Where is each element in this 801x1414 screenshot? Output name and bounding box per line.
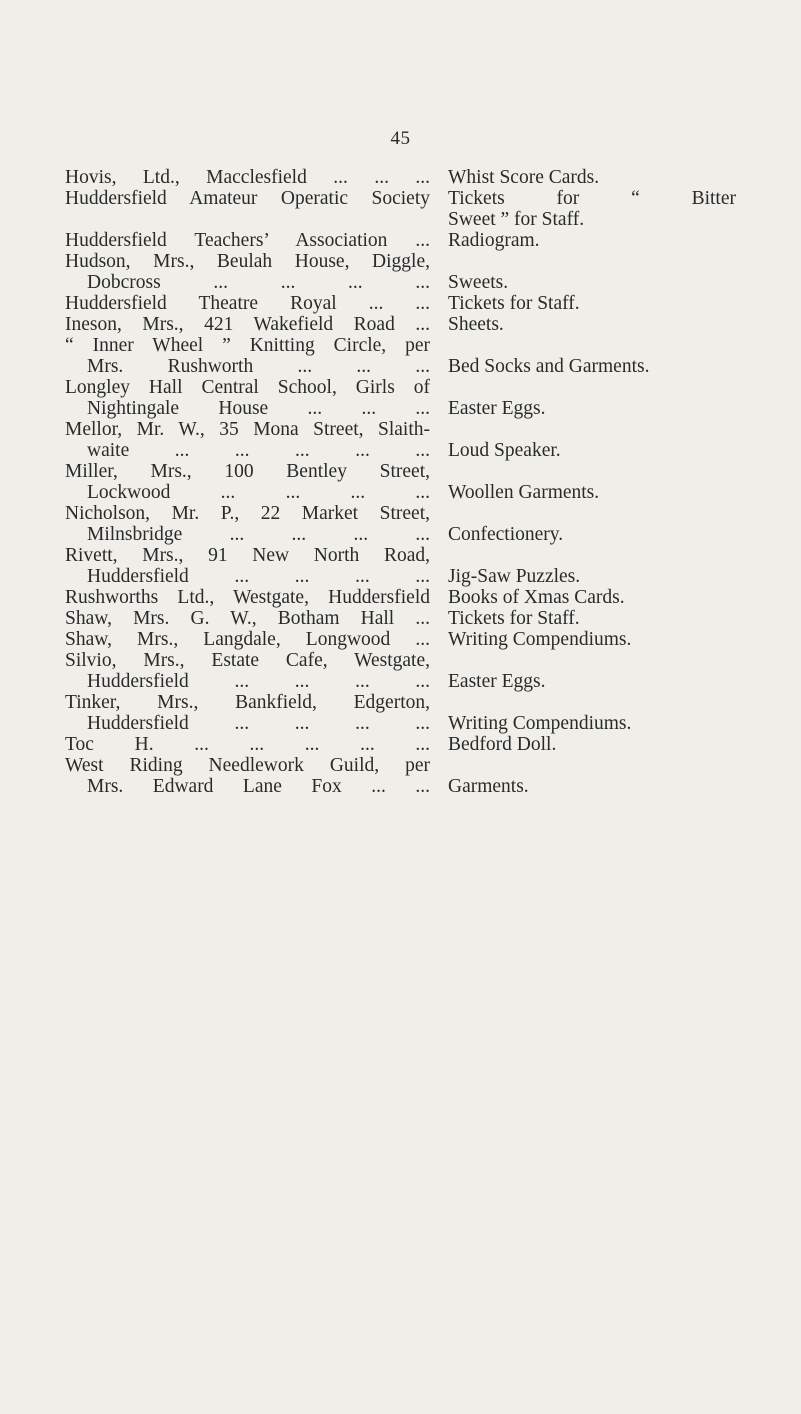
gift-description <box>448 314 748 335</box>
gift-description <box>448 755 748 797</box>
gift-description <box>448 167 748 188</box>
gift-description <box>448 608 748 629</box>
donor-line: Huddersfield ... ... ... ... <box>87 713 430 734</box>
gift-line: Woollen Garments. <box>448 482 600 503</box>
donor-name <box>65 188 430 230</box>
gift-description <box>448 230 748 251</box>
gift-description <box>448 503 748 545</box>
donor-name <box>65 692 430 734</box>
gift-line: Tickets for Staff. <box>448 608 580 629</box>
gift-line: Radiogram. <box>448 230 540 251</box>
donor-line: Nightingale House ... ... ... <box>87 398 430 419</box>
donation-entry <box>65 650 748 692</box>
donor-line: Nicholson, Mr. P., 22 Market Street, <box>65 503 430 524</box>
gift-line: Sheets. <box>448 314 504 335</box>
gift-line: Jig-Saw Puzzles. <box>448 566 581 587</box>
donation-entry <box>65 377 748 419</box>
donor-line: waite ... ... ... ... ... <box>87 440 430 461</box>
gift-line: Loud Speaker. <box>448 440 561 461</box>
gift-line: Tickets for “ Bitter <box>448 188 736 209</box>
gift-description <box>448 293 748 314</box>
donation-entry <box>65 419 748 461</box>
donor-line: Mrs. Rushworth ... ... ... <box>87 356 430 377</box>
gift-line: Books of Xmas Cards. <box>448 587 625 608</box>
gift-line: Bedford Doll. <box>448 734 557 755</box>
donor-name <box>65 314 430 335</box>
gift-description <box>448 545 748 587</box>
gift-line: Garments. <box>448 776 529 797</box>
gift-line: Sweet ” for Staff. <box>448 209 585 230</box>
donor-line: Miller, Mrs., 100 Bentley Street, <box>65 461 430 482</box>
donation-entry <box>65 608 748 629</box>
donor-name <box>65 734 430 755</box>
donor-name <box>65 755 430 797</box>
gift-line: Whist Score Cards. <box>448 167 600 188</box>
gift-line <box>448 419 748 440</box>
donor-line: Longley Hall Central School, Girls of <box>65 377 430 398</box>
gift-description <box>448 377 748 419</box>
gift-line <box>448 503 748 524</box>
gift-description <box>448 692 748 734</box>
gift-line <box>448 335 748 356</box>
gift-line: Bed Socks and Garments. <box>448 356 650 377</box>
donor-line: “ Inner Wheel ” Knitting Circle, per <box>65 335 430 356</box>
gift-line <box>448 251 748 272</box>
donation-entry <box>65 314 748 335</box>
donor-line: Shaw, Mrs. G. W., Botham Hall ... <box>65 608 430 629</box>
gift-description <box>448 461 748 503</box>
gift-line: Tickets for Staff. <box>448 293 580 314</box>
gift-line <box>448 461 748 482</box>
gift-line <box>448 650 748 671</box>
donor-name <box>65 503 430 545</box>
gift-description <box>448 629 748 650</box>
gift-line: Confectionery. <box>448 524 564 545</box>
donor-name <box>65 293 430 314</box>
donor-line: Tinker, Mrs., Bankfield, Edgerton, <box>65 692 430 713</box>
gift-description <box>448 188 748 230</box>
donor-name <box>65 461 430 503</box>
gift-line: Writing Compendiums. <box>448 713 632 734</box>
donor-line: Lockwood ... ... ... ... <box>87 482 430 503</box>
gift-line <box>448 692 748 713</box>
donation-entry <box>65 188 748 230</box>
donor-name <box>65 587 430 608</box>
donation-entry <box>65 629 748 650</box>
donor-line: Silvio, Mrs., Estate Cafe, Westgate, <box>65 650 430 671</box>
donor-line: Rushworths Ltd., Westgate, Huddersfield <box>65 587 430 608</box>
donor-name <box>65 377 430 419</box>
donor-name <box>65 251 430 293</box>
gift-line: Easter Eggs. <box>448 398 546 419</box>
donation-entry <box>65 587 748 608</box>
donor-line: Huddersfield ... ... ... ... <box>87 671 430 692</box>
donation-entry <box>65 230 748 251</box>
donation-entry <box>65 503 748 545</box>
donor-name <box>65 335 430 377</box>
donor-line: Huddersfield Teachers’ Association ... <box>65 230 430 251</box>
donor-line: Mrs. Edward Lane Fox ... ... <box>87 776 430 797</box>
gift-description <box>448 650 748 692</box>
donations-list <box>65 167 748 797</box>
donor-name <box>65 419 430 461</box>
donor-name <box>65 629 430 650</box>
donor-line: Milnsbridge ... ... ... ... <box>87 524 430 545</box>
donation-entry <box>65 293 748 314</box>
gift-line <box>448 377 748 398</box>
gift-line <box>448 545 748 566</box>
donor-line: West Riding Needlework Guild, per <box>65 755 430 776</box>
gift-line <box>448 755 748 776</box>
gift-line: Easter Eggs. <box>448 671 546 692</box>
donation-entry <box>65 734 748 755</box>
donation-entry <box>65 167 748 188</box>
donation-entry <box>65 755 748 797</box>
gift-description <box>448 419 748 461</box>
donor-name <box>65 230 430 251</box>
donor-line: Dobcross ... ... ... ... <box>87 272 430 293</box>
gift-line: Sweets. <box>448 272 509 293</box>
donor-line: Huddersfield Amateur Operatic Society <box>65 188 430 209</box>
donor-line: Hudson, Mrs., Beulah House, Diggle, <box>65 251 430 272</box>
donor-line: Huddersfield Theatre Royal ... ... <box>65 293 430 314</box>
donor-line: Shaw, Mrs., Langdale, Longwood ... <box>65 629 430 650</box>
gift-line: Writing Compendiums. <box>448 629 632 650</box>
donation-entry <box>65 335 748 377</box>
donation-entry <box>65 461 748 503</box>
donor-line: Mellor, Mr. W., 35 Mona Street, Slaith- <box>65 419 430 440</box>
gift-description <box>448 251 748 293</box>
donor-name <box>65 608 430 629</box>
donor-line: Rivett, Mrs., 91 New North Road, <box>65 545 430 566</box>
donor-line: Huddersfield ... ... ... ... <box>87 566 430 587</box>
donor-name <box>65 650 430 692</box>
gift-description <box>448 335 748 377</box>
donor-line: Toc H. ... ... ... ... ... <box>65 734 430 755</box>
page-number: 45 <box>390 128 411 149</box>
gift-description <box>448 587 748 608</box>
donation-entry <box>65 692 748 734</box>
donor-line: Hovis, Ltd., Macclesfield ... ... ... <box>65 167 430 188</box>
donor-name <box>65 167 430 188</box>
donor-name <box>65 545 430 587</box>
donor-line: Ineson, Mrs., 421 Wakefield Road ... <box>65 314 430 335</box>
donation-entry <box>65 545 748 587</box>
donation-entry <box>65 251 748 293</box>
gift-description <box>448 734 748 755</box>
